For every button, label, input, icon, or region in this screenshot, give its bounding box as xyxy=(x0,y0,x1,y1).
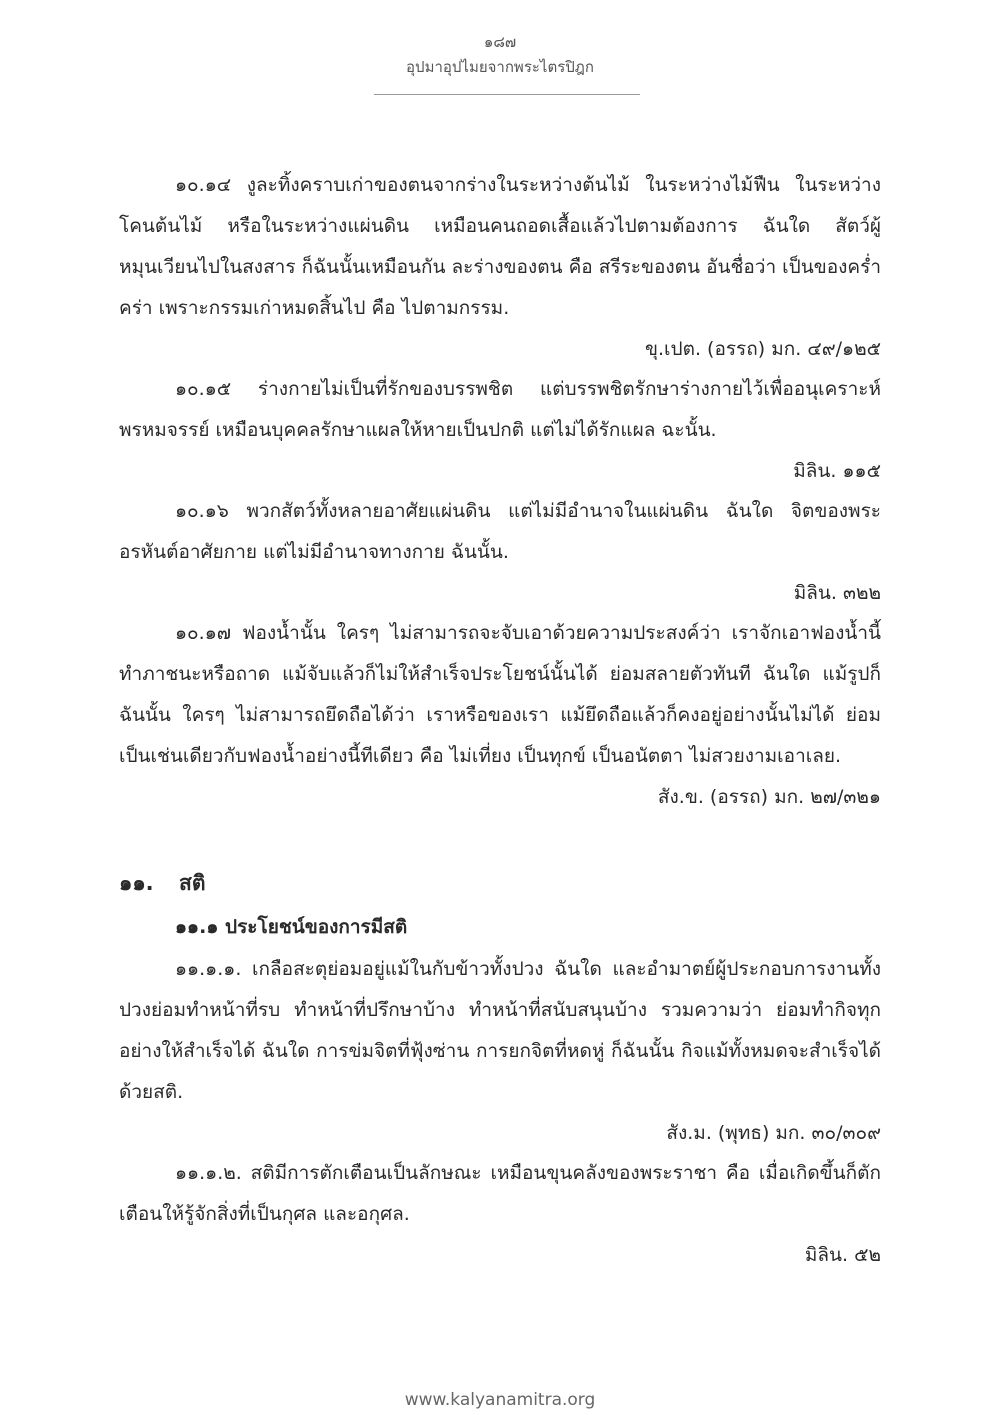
citation: ขุ.เปต. (อรรถ) มก. ๔๙/๑๒๕ xyxy=(645,338,881,360)
section-title: สติ xyxy=(179,871,206,895)
section-heading xyxy=(119,861,881,905)
citation: สัง.ม. (พุทธ) มก. ๓๐/๓๐๙ xyxy=(666,1122,881,1144)
paragraph: ๑๑.๑.๑. เกลือสะตุย่อมอยู่แม้ในกับข้าวทั้งปวง ฉันใด และอำมาตย์ผู้ประกอบการงานทั้งปวงย่อมทำหน้าที่รบ ทำหน้าที่ปรึกษาบ้าง ทำหน้าที่สนับสนุนบ้าง รวมความว่า ย่อมทำกิจทุกอย่างให้สำเร็จได้ ฉันใด การข่มจิตที่ฟุ้งซ่าน การยกจิตที่หดหู่ ก็ฉันนั้น กิจแม้ทั้งหมดจะสำเร็จได้ด้วยสติ. xyxy=(119,958,881,1103)
citation: สัง.ข. (อรรถ) มก. ๒๗/๓๒๑ xyxy=(657,786,881,808)
citation: มิลิน. ๕๒ xyxy=(804,1244,881,1266)
paragraph: ๑๐.๑๕ ร่างกายไม่เป็นที่รักของบรรพชิต แต่บรรพชิตรักษาร่างกายไว้เพื่ออนุเคราะห์พรหมจรรย์ เหมือนบุคคลรักษาแผลให้หายเป็นปกติ แต่ไม่ได้รักแผล ฉะนั้น. xyxy=(119,378,881,441)
paragraph: ๑๑.๑.๒. สติมีการตักเตือนเป็นลักษณะ เหมือนขุนคลังของพระราชา คือ เมื่อเกิดขึ้นก็ตักเตือนให้รู้จักสิ่งที่เป็นกุศล และอกุศล. xyxy=(119,1162,881,1225)
running-title: อุปมาอุปไมยจากพระไตรปิฎก xyxy=(406,58,594,76)
paragraph: ๑๐.๑๖ พวกสัตว์ทั้งหลายอาศัยแผ่นดิน แต่ไม่มีอำนาจในแผ่นดิน ฉันใด จิตของพระอรหันต์อาศัยกาย แต่ไม่มีอำนาจทางกาย ฉันนั้น. xyxy=(119,500,881,563)
section-number: ๑๑. xyxy=(119,871,154,895)
footer-url: www.kalyanamitra.org xyxy=(404,1390,596,1410)
paragraph: ๑๐.๑๗ ฟองน้ำนั้น ใครๆ ไม่สามารถจะจับเอาด้วยความประสงค์ว่า เราจักเอาฟองน้ำนี้ทำภาชนะหรือถาด แม้จับแล้วก็ไม่ให้สำเร็จประโยชน์นั้นได้ ย่อมสลายตัวทันที ฉันใด แม้รูปก็ฉันนั้น ใครๆ ไม่สามารถยึดถือได้ว่า เราหรือของเรา แม้ยึดถือแล้วก็คงอยู่อย่างนั้นไม่ได้ ย่อมเป็นเช่นเดียวกับฟองน้ำอย่างนี้ทีเดียว คือ ไม่เที่ยง เป็นทุกข์ เป็นอนัตตา ไม่สวยงามเอาเลย. xyxy=(119,622,881,767)
paragraph: ๑๐.๑๔ งูละทิ้งคราบเก่าของตนจากร่างในระหว่างต้นไม้ ในระหว่างไม้ฟืน ในระหว่างโคนต้นไม้ หรือในระหว่างแผ่นดิน เหมือนคนถอดเสื้อแล้วไปตามต้องการ ฉันใด สัตว์ผู้หมุนเวียนไปในสงสาร ก็ฉันนั้นเหมือนกัน ละร่างของตน คือ สรีระของตน อันชื่อว่า เป็นของคร่ำคร่า เพราะกรรมเก่าหมดสิ้นไป คือ ไปตามกรรม. xyxy=(119,174,881,319)
page-header xyxy=(0,30,1000,80)
subsection-heading: ๑๑.๑ ประโยชน์ของการมีสติ xyxy=(175,916,408,938)
citation: มิลิน. ๑๑๕ xyxy=(793,460,881,482)
page-number: ๑๘๗ xyxy=(483,33,517,51)
header-divider xyxy=(374,94,640,95)
citation: มิลิน. ๓๒๒ xyxy=(793,582,881,604)
page-body xyxy=(119,165,881,1275)
